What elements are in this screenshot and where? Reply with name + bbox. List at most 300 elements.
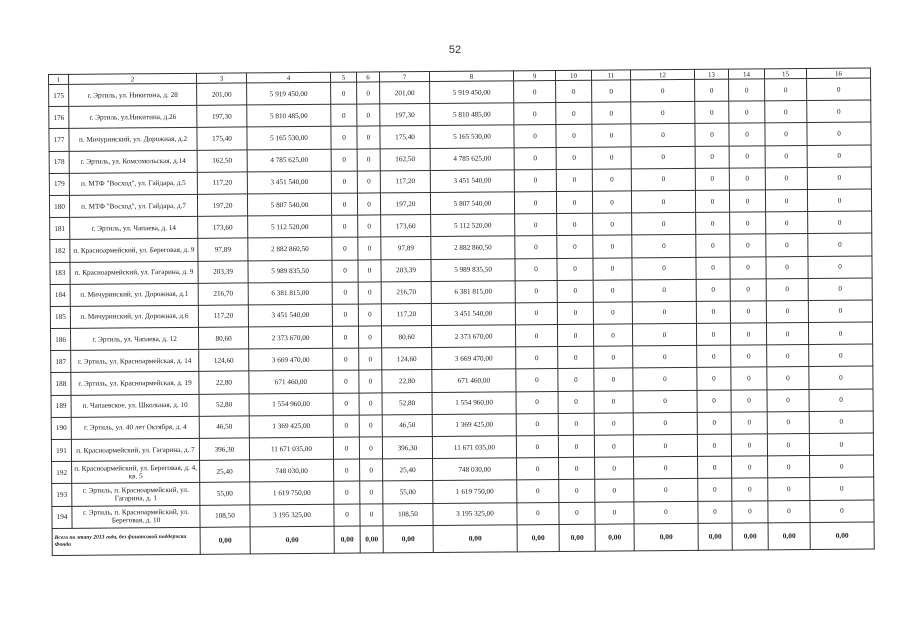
value-cell: 0 bbox=[633, 368, 697, 391]
value-cell: 4 785 625,00 bbox=[430, 147, 514, 170]
value-cell: 25,40 bbox=[383, 459, 433, 482]
value-cell: 52,80 bbox=[382, 392, 432, 415]
column-number-cell: 11 bbox=[591, 70, 630, 80]
value-cell: 2 373 670,00 bbox=[431, 325, 515, 348]
value-cell: 117,20 bbox=[198, 305, 248, 328]
value-cell: 11 671 035,00 bbox=[249, 437, 333, 460]
value-cell: 0 bbox=[697, 434, 731, 456]
value-cell: 0 bbox=[732, 456, 768, 478]
value-cell: 0 bbox=[594, 413, 633, 435]
value-cell: 3 669 470,00 bbox=[249, 349, 333, 372]
value-cell: 203,39 bbox=[198, 260, 248, 283]
column-number-cell: 2 bbox=[69, 73, 197, 84]
row-number-cell: 194 bbox=[52, 506, 72, 528]
value-cell: 0 bbox=[767, 345, 809, 368]
register-table bbox=[48, 68, 875, 556]
value-cell: 1 369 425,00 bbox=[432, 414, 516, 437]
value-cell: 0 bbox=[557, 302, 593, 324]
value-cell: 0 bbox=[592, 124, 631, 146]
value-cell: 0 bbox=[766, 234, 808, 257]
value-cell: 3 451 540,00 bbox=[431, 303, 515, 326]
value-cell: 0 bbox=[360, 459, 383, 481]
value-cell: 5 989 835,50 bbox=[431, 258, 515, 281]
value-cell: 55,00 bbox=[383, 481, 433, 504]
total-value-cell: 0,00 bbox=[698, 523, 732, 550]
value-cell: 0 bbox=[358, 304, 381, 326]
value-cell: 0 bbox=[765, 79, 807, 102]
value-cell: 3 451 540,00 bbox=[430, 170, 514, 193]
value-cell: 0 bbox=[334, 481, 360, 503]
value-cell: 0 bbox=[634, 457, 698, 480]
value-cell: 0 bbox=[558, 346, 594, 368]
value-cell: 0 bbox=[730, 256, 766, 278]
value-cell: 216,70 bbox=[381, 281, 431, 304]
value-cell: 0 bbox=[632, 257, 696, 280]
value-cell: 0 bbox=[558, 391, 594, 413]
value-cell: 0 bbox=[332, 215, 358, 237]
address-cell: п. Красноармейский, ул. Береговая, д. 9 bbox=[70, 239, 198, 262]
value-cell: 2 882 860,50 bbox=[248, 238, 332, 261]
value-cell: 0 bbox=[516, 369, 558, 392]
value-cell: 1 619 750,00 bbox=[433, 480, 517, 503]
value-cell: 3 451 540,00 bbox=[247, 171, 331, 194]
value-cell: 108,50 bbox=[383, 503, 433, 526]
address-cell: г. Эртиль, ул. Комсомольская, д.14 bbox=[69, 150, 197, 173]
value-cell: 0 bbox=[556, 169, 592, 191]
row-number-cell: 183 bbox=[50, 262, 70, 284]
row-number-cell: 175 bbox=[49, 84, 69, 106]
address-cell: г. Эртиль, п. Красноармейский, ул. Гагарина, д. 1 bbox=[72, 483, 200, 506]
value-cell: 0 bbox=[557, 280, 593, 302]
value-cell: 0 bbox=[696, 212, 730, 234]
row-number-cell: 191 bbox=[51, 439, 71, 461]
column-number-cell: 4 bbox=[246, 72, 330, 83]
row-number-cell: 178 bbox=[49, 151, 69, 173]
value-cell: 0 bbox=[696, 323, 730, 345]
value-cell: 0 bbox=[357, 148, 380, 170]
value-cell: 11 671 035,00 bbox=[432, 436, 516, 459]
value-cell: 396,30 bbox=[382, 436, 432, 459]
row-number-cell: 188 bbox=[51, 373, 71, 395]
total-value-cell: 0,00 bbox=[360, 526, 383, 553]
value-cell: 0 bbox=[515, 236, 557, 259]
total-value-cell: 0,00 bbox=[559, 524, 595, 551]
value-cell: 0 bbox=[766, 256, 808, 279]
total-value-cell: 0,00 bbox=[768, 522, 810, 549]
value-cell: 0 bbox=[593, 324, 632, 346]
value-cell: 0 bbox=[730, 212, 766, 234]
value-cell: 5 807 540,00 bbox=[247, 193, 331, 216]
value-cell: 0 bbox=[631, 124, 695, 147]
value-cell: 0 bbox=[332, 326, 358, 348]
row-number-cell: 184 bbox=[50, 284, 70, 306]
value-cell: 0 bbox=[695, 124, 729, 146]
column-number-cell: 5 bbox=[330, 72, 356, 82]
column-number-cell: 9 bbox=[513, 71, 555, 81]
column-number-cell: 14 bbox=[728, 69, 764, 79]
value-cell: 0 bbox=[766, 323, 808, 346]
value-cell: 0 bbox=[731, 345, 767, 367]
value-cell: 0 bbox=[809, 411, 873, 434]
value-cell: 0 bbox=[631, 146, 695, 169]
value-cell: 22,80 bbox=[382, 370, 432, 393]
value-cell: 0 bbox=[360, 481, 383, 503]
row-number-cell: 192 bbox=[52, 462, 72, 484]
value-cell: 97,89 bbox=[198, 238, 248, 261]
value-cell: 0 bbox=[633, 390, 697, 413]
value-cell: 216,70 bbox=[198, 283, 248, 306]
address-cell: г. Эртиль, ул. Красноармейская, д. 19 bbox=[71, 372, 199, 395]
value-cell: 0 bbox=[331, 149, 357, 171]
value-cell: 0 bbox=[765, 101, 807, 124]
value-cell: 0 bbox=[559, 502, 595, 524]
value-cell: 0 bbox=[766, 300, 808, 323]
value-cell: 117,20 bbox=[381, 303, 431, 326]
total-value-cell: 0,00 bbox=[334, 526, 360, 553]
value-cell: 0 bbox=[632, 301, 696, 324]
value-cell: 0 bbox=[594, 391, 633, 413]
value-cell: 0 bbox=[359, 415, 382, 437]
total-value-cell: 0,00 bbox=[250, 526, 334, 554]
value-cell: 0 bbox=[697, 412, 731, 434]
value-cell: 0 bbox=[332, 237, 358, 259]
value-cell: 0 bbox=[594, 346, 633, 368]
row-number-cell: 190 bbox=[51, 417, 71, 439]
value-cell: 0 bbox=[695, 101, 729, 123]
value-cell: 0 bbox=[359, 348, 382, 370]
value-cell: 0 bbox=[808, 211, 872, 234]
value-cell: 0 bbox=[808, 300, 872, 323]
value-cell: 5 810 485,00 bbox=[430, 103, 514, 126]
row-number-cell: 182 bbox=[50, 240, 70, 262]
column-number-cell: 8 bbox=[429, 71, 513, 82]
register-sheet bbox=[48, 68, 874, 556]
value-cell: 0 bbox=[358, 259, 381, 281]
value-cell: 0 bbox=[357, 126, 380, 148]
value-cell: 25,40 bbox=[200, 460, 250, 483]
value-cell: 0 bbox=[357, 193, 380, 215]
total-value-cell: 0,00 bbox=[810, 522, 874, 550]
row-number-cell: 185 bbox=[50, 306, 70, 328]
value-cell: 0 bbox=[697, 390, 731, 412]
value-cell: 0 bbox=[730, 279, 766, 301]
value-cell: 52,80 bbox=[199, 394, 249, 417]
row-number-cell: 189 bbox=[51, 395, 71, 417]
value-cell: 0 bbox=[810, 477, 874, 500]
total-value-cell: 0,00 bbox=[200, 527, 250, 554]
value-cell: 0 bbox=[695, 79, 729, 101]
value-cell: 0 bbox=[768, 456, 810, 479]
value-cell: 748 030,00 bbox=[250, 459, 334, 482]
address-cell: г. Эртиль, ул. Красноармейская, д. 14 bbox=[71, 350, 199, 373]
value-cell: 0 bbox=[696, 257, 730, 279]
value-cell: 0 bbox=[556, 80, 592, 102]
value-cell: 0 bbox=[765, 145, 807, 168]
value-cell: 0 bbox=[632, 235, 696, 258]
value-cell: 162,50 bbox=[197, 150, 247, 173]
value-cell: 0 bbox=[557, 213, 593, 235]
value-cell: 0 bbox=[592, 102, 631, 124]
value-cell: 108,50 bbox=[200, 504, 250, 527]
value-cell: 0 bbox=[808, 278, 872, 301]
value-cell: 0 bbox=[632, 279, 696, 302]
value-cell: 0 bbox=[595, 457, 634, 479]
value-cell: 0 bbox=[333, 348, 359, 370]
value-cell: 0 bbox=[729, 123, 765, 145]
value-cell: 0 bbox=[514, 191, 556, 214]
value-cell: 3 195 325,00 bbox=[250, 504, 334, 527]
value-cell: 4 785 625,00 bbox=[247, 149, 331, 172]
total-value-cell: 0,00 bbox=[595, 524, 634, 551]
value-cell: 0 bbox=[730, 323, 766, 345]
value-cell: 46,50 bbox=[382, 414, 432, 437]
value-cell: 0 bbox=[767, 434, 809, 457]
total-value-cell: 0,00 bbox=[433, 525, 517, 553]
value-cell: 0 bbox=[729, 79, 765, 101]
address-cell: п. Чапаевское, ул. Школьная, д. 10 bbox=[71, 394, 199, 417]
value-cell: 0 bbox=[631, 102, 695, 125]
value-cell: 0 bbox=[331, 126, 357, 148]
row-number-cell: 179 bbox=[49, 173, 69, 195]
total-value-cell: 0,00 bbox=[732, 523, 768, 550]
value-cell: 0 bbox=[696, 301, 730, 323]
value-cell: 0 bbox=[332, 304, 358, 326]
value-cell: 0 bbox=[333, 437, 359, 459]
value-cell: 0 bbox=[634, 479, 698, 502]
value-cell: 80,60 bbox=[198, 327, 248, 350]
value-cell: 0 bbox=[558, 369, 594, 391]
value-cell: 0 bbox=[557, 324, 593, 346]
value-cell: 0 bbox=[517, 480, 559, 503]
column-number-cell: 1 bbox=[49, 74, 69, 84]
value-cell: 0 bbox=[808, 256, 872, 279]
value-cell: 0 bbox=[696, 234, 730, 256]
value-cell: 0 bbox=[593, 213, 632, 235]
value-cell: 22,80 bbox=[199, 371, 249, 394]
value-cell: 0 bbox=[807, 189, 871, 212]
value-cell: 5 807 540,00 bbox=[430, 192, 514, 215]
value-cell: 6 381 815,00 bbox=[431, 281, 515, 304]
value-cell: 0 bbox=[358, 282, 381, 304]
value-cell: 0 bbox=[593, 302, 632, 324]
value-cell: 201,00 bbox=[380, 82, 430, 105]
value-cell: 671 460,00 bbox=[432, 369, 516, 392]
value-cell: 0 bbox=[808, 322, 872, 345]
value-cell: 0 bbox=[729, 168, 765, 190]
value-cell: 5 112 520,00 bbox=[431, 214, 515, 237]
value-cell: 173,60 bbox=[381, 215, 431, 238]
value-cell: 0 bbox=[729, 145, 765, 167]
value-cell: 0 bbox=[514, 103, 556, 126]
total-value-cell: 0,00 bbox=[634, 523, 698, 551]
value-cell: 0 bbox=[593, 280, 632, 302]
address-cell: г. Эртиль, ул. 40 лет Октября, д. 4 bbox=[71, 416, 199, 439]
row-number-cell: 176 bbox=[49, 107, 69, 129]
value-cell: 0 bbox=[732, 478, 768, 500]
value-cell: 124,60 bbox=[199, 349, 249, 372]
value-cell: 0 bbox=[557, 258, 593, 280]
value-cell: 0 bbox=[631, 79, 695, 102]
value-cell: 124,60 bbox=[382, 348, 432, 371]
value-cell: 0 bbox=[730, 301, 766, 323]
value-cell: 0 bbox=[695, 190, 729, 212]
value-cell: 0 bbox=[696, 279, 730, 301]
value-cell: 748 030,00 bbox=[433, 458, 517, 481]
value-cell: 0 bbox=[633, 346, 697, 369]
column-number-cell: 12 bbox=[630, 69, 694, 80]
value-cell: 0 bbox=[358, 326, 381, 348]
value-cell: 0 bbox=[517, 458, 559, 481]
column-number-cell: 3 bbox=[196, 73, 246, 83]
value-cell: 197,30 bbox=[197, 105, 247, 128]
address-cell: п. Красноармейский, ул. Гагарина, д. 9 bbox=[70, 261, 198, 284]
value-cell: 0 bbox=[556, 102, 592, 124]
value-cell: 671 460,00 bbox=[249, 371, 333, 394]
value-cell: 0 bbox=[632, 213, 696, 236]
value-cell: 3 451 540,00 bbox=[248, 304, 332, 327]
value-cell: 0 bbox=[632, 323, 696, 346]
value-cell: 0 bbox=[595, 479, 634, 501]
total-row bbox=[52, 522, 874, 555]
value-cell: 0 bbox=[516, 436, 558, 459]
value-cell: 0 bbox=[809, 366, 873, 389]
value-cell: 0 bbox=[359, 437, 382, 459]
value-cell: 0 bbox=[695, 146, 729, 168]
address-cell: п. Мичуринский, ул. Дорожная, д.1 bbox=[70, 283, 198, 306]
column-number-cell: 7 bbox=[379, 72, 429, 82]
value-cell: 0 bbox=[331, 193, 357, 215]
value-cell: 0 bbox=[767, 411, 809, 434]
value-cell: 1 554 960,00 bbox=[432, 391, 516, 414]
value-cell: 0 bbox=[631, 168, 695, 191]
value-cell: 5 919 450,00 bbox=[247, 82, 331, 105]
address-cell: п. МТФ "Восход", ул. Гайдара, д.7 bbox=[69, 194, 197, 217]
value-cell: 0 bbox=[332, 260, 358, 282]
value-cell: 5 165 530,00 bbox=[247, 127, 331, 150]
value-cell: 0 bbox=[809, 433, 873, 456]
value-cell: 0 bbox=[768, 500, 810, 523]
value-cell: 0 bbox=[767, 367, 809, 390]
column-number-cell: 13 bbox=[694, 69, 728, 79]
value-cell: 0 bbox=[556, 191, 592, 213]
value-cell: 0 bbox=[359, 393, 382, 415]
value-cell: 0 bbox=[556, 125, 592, 147]
value-cell: 197,20 bbox=[380, 192, 430, 215]
value-cell: 97,89 bbox=[381, 237, 431, 260]
value-cell: 5 810 485,00 bbox=[247, 104, 331, 127]
value-cell: 0 bbox=[698, 501, 732, 523]
value-cell: 2 882 860,50 bbox=[431, 236, 515, 259]
value-cell: 55,00 bbox=[200, 482, 250, 505]
value-cell: 0 bbox=[695, 168, 729, 190]
value-cell: 0 bbox=[514, 169, 556, 192]
column-number-cell: 16 bbox=[806, 68, 870, 79]
value-cell: 5 165 530,00 bbox=[430, 125, 514, 148]
value-cell: 0 bbox=[333, 393, 359, 415]
row-number-cell: 177 bbox=[49, 129, 69, 151]
value-cell: 1 554 960,00 bbox=[249, 393, 333, 416]
value-cell: 0 bbox=[357, 104, 380, 126]
value-cell: 0 bbox=[697, 368, 731, 390]
value-cell: 0 bbox=[333, 371, 359, 393]
value-cell: 0 bbox=[515, 280, 557, 303]
value-cell: 0 bbox=[357, 171, 380, 193]
value-cell: 0 bbox=[360, 503, 383, 525]
value-cell: 201,00 bbox=[197, 83, 247, 106]
value-cell: 0 bbox=[516, 391, 558, 414]
value-cell: 0 bbox=[592, 169, 631, 191]
value-cell: 0 bbox=[729, 101, 765, 123]
value-cell: 0 bbox=[592, 80, 631, 102]
address-cell: г. Эртиль, ул. Чапаева, д. 12 bbox=[70, 327, 198, 350]
value-cell: 46,50 bbox=[199, 416, 249, 439]
address-cell: г. Эртиль, п. Красноармейский, ул. Береговая, д. 10 bbox=[72, 505, 200, 528]
value-cell: 0 bbox=[765, 123, 807, 146]
value-cell: 0 bbox=[634, 501, 698, 524]
value-cell: 0 bbox=[331, 104, 357, 126]
value-cell: 0 bbox=[334, 459, 360, 481]
value-cell: 0 bbox=[516, 413, 558, 436]
row-number-cell: 187 bbox=[51, 351, 71, 373]
address-cell: п. Красноармейский, ул. Гагарина, д. 7 bbox=[71, 438, 199, 461]
value-cell: 6 381 815,00 bbox=[248, 282, 332, 305]
value-cell: 117,20 bbox=[380, 170, 430, 193]
value-cell: 175,40 bbox=[380, 126, 430, 149]
total-value-cell: 0,00 bbox=[383, 525, 433, 552]
value-cell: 0 bbox=[359, 370, 382, 392]
value-cell: 3 669 470,00 bbox=[432, 347, 516, 370]
value-cell: 173,60 bbox=[198, 216, 248, 239]
value-cell: 0 bbox=[514, 147, 556, 170]
value-cell: 0 bbox=[731, 412, 767, 434]
address-cell: п. Красноармейский, ул. Береговая, д. 4, кв. 5 bbox=[72, 461, 200, 484]
value-cell: 5 989 835,50 bbox=[248, 260, 332, 283]
value-cell: 0 bbox=[514, 81, 556, 104]
value-cell: 0 bbox=[697, 345, 731, 367]
value-cell: 0 bbox=[807, 78, 871, 101]
value-cell: 1 369 425,00 bbox=[249, 415, 333, 438]
page-number: 52 bbox=[448, 44, 462, 56]
value-cell: 0 bbox=[768, 478, 810, 501]
value-cell: 2 373 670,00 bbox=[248, 326, 332, 349]
value-cell: 0 bbox=[807, 145, 871, 168]
value-cell: 0 bbox=[515, 302, 557, 325]
value-cell: 0 bbox=[809, 389, 873, 412]
value-cell: 0 bbox=[556, 147, 592, 169]
value-cell: 0 bbox=[731, 367, 767, 389]
value-cell: 0 bbox=[732, 500, 768, 522]
column-number-cell: 15 bbox=[764, 69, 806, 79]
total-label: Всего по этапу 2013 года, без финансовой поддержки Фонда bbox=[52, 527, 200, 555]
value-cell: 0 bbox=[331, 82, 357, 104]
value-cell: 0 bbox=[331, 171, 357, 193]
row-number-cell: 193 bbox=[52, 484, 72, 506]
value-cell: 0 bbox=[807, 100, 871, 123]
address-cell: г. Эртиль, ул.Никитина, д.26 bbox=[69, 106, 197, 129]
value-cell: 117,20 bbox=[197, 172, 247, 195]
value-cell: 5 919 450,00 bbox=[430, 81, 514, 104]
value-cell: 0 bbox=[514, 125, 556, 148]
value-cell: 0 bbox=[358, 215, 381, 237]
value-cell: 0 bbox=[809, 344, 873, 367]
value-cell: 0 bbox=[594, 368, 633, 390]
value-cell: 0 bbox=[515, 325, 557, 348]
value-cell: 0 bbox=[558, 413, 594, 435]
value-cell: 203,39 bbox=[381, 259, 431, 282]
value-cell: 0 bbox=[559, 457, 595, 479]
value-cell: 0 bbox=[810, 500, 874, 523]
value-cell: 0 bbox=[559, 480, 595, 502]
